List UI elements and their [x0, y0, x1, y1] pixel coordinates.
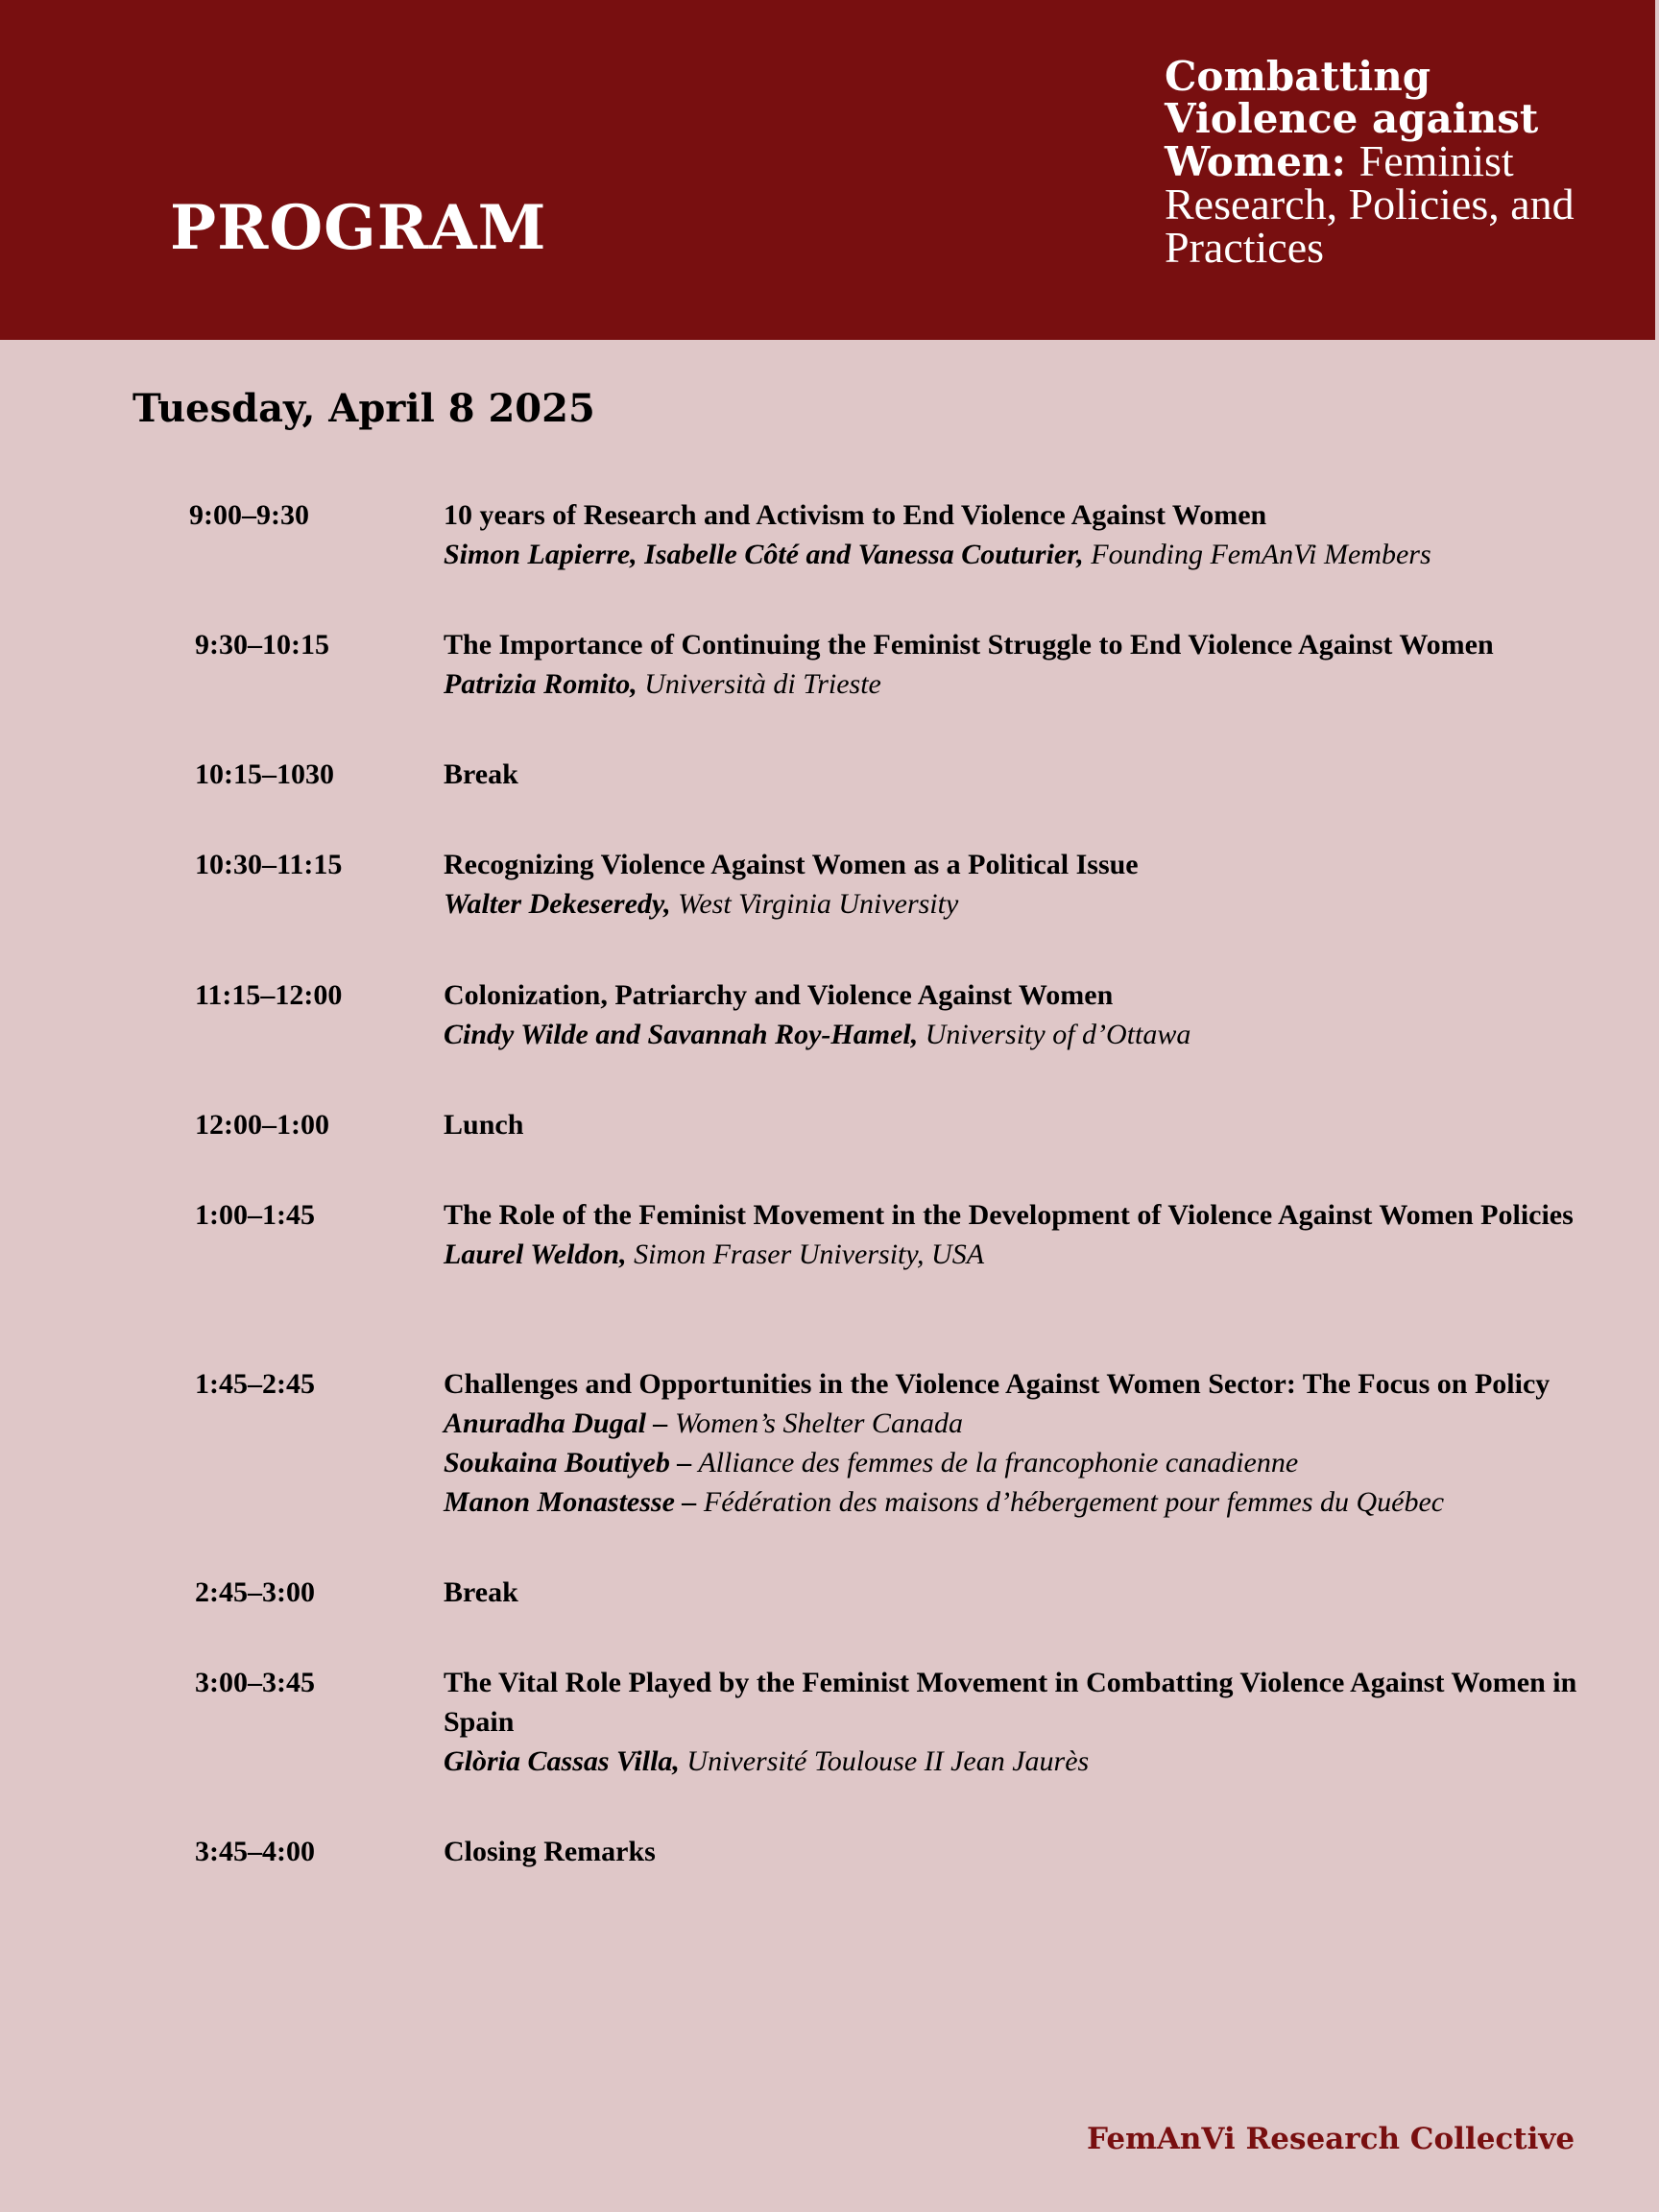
conference-title-bold-1: Combatting [1165, 53, 1431, 100]
session-time: 9:00–9:30 [189, 499, 309, 531]
speaker-line [444, 1742, 1615, 1781]
speaker-line [444, 884, 1615, 924]
header-banner [0, 0, 1655, 340]
speaker-affiliation: Fédération des maisons d’hébergement pour femmes du Québec [696, 1486, 1445, 1518]
speaker-line [444, 1235, 1615, 1274]
speaker-affiliation: Università di Trieste [637, 668, 881, 700]
speaker-line [444, 1404, 1615, 1443]
session-details [444, 1364, 1615, 1522]
session-time: 9:30–10:15 [195, 629, 329, 661]
session-time: 11:15–12:00 [195, 979, 343, 1011]
speaker-name: Glòria Cassas Villa, [444, 1745, 680, 1777]
speaker-affiliation: University of d’Ottawa [918, 1019, 1191, 1050]
speaker-name: Anuradha Dugal – [444, 1407, 668, 1439]
speaker-line [444, 1015, 1615, 1054]
session-details [444, 975, 1615, 1054]
session-details [444, 1832, 1615, 1871]
conference-title-rest-1: Feminist [1358, 136, 1514, 185]
footer-organization: FemAnVi Research Collective [1087, 2122, 1575, 2156]
session-details [444, 1663, 1615, 1781]
session-details [444, 625, 1615, 704]
speaker-affiliation: Women’s Shelter Canada [667, 1407, 963, 1439]
speaker-line [444, 1482, 1615, 1522]
session-details [444, 495, 1615, 574]
session-time: 10:15–1030 [195, 758, 334, 790]
speaker-affiliation: Founding FemAnVi Members [1083, 539, 1431, 570]
session-time: 3:00–3:45 [195, 1667, 315, 1698]
conference-title-bold-2: Violence against [1165, 95, 1539, 142]
session-time: 10:30–11:15 [195, 849, 343, 880]
conference-title-bold-3: Women: [1165, 138, 1346, 185]
speaker-affiliation: Alliance des femmes de la francophonie canadienne [691, 1447, 1299, 1479]
session-title: Break [444, 1576, 518, 1608]
session-title: Recognizing Violence Against Women as a Political Issue [444, 849, 1139, 880]
session-title: Break [444, 758, 518, 790]
session-title: The Importance of Continuing the Feminist Struggle to End Violence Against Women [444, 629, 1494, 661]
speaker-name: Walter Dekeseredy, [444, 888, 671, 920]
session-time: 1:45–2:45 [195, 1368, 315, 1400]
session-details [444, 845, 1615, 924]
speaker-name: Simon Lapierre, Isabelle Côté and Vanessa Couturier, [444, 539, 1084, 570]
speaker-line [444, 535, 1615, 574]
speaker-name: Patrizia Romito, [444, 668, 637, 700]
conference-title [1165, 53, 1645, 272]
session-details [444, 1573, 1615, 1612]
session-title: Challenges and Opportunities in the Violence Against Women Sector: The Focus on Policy [444, 1368, 1551, 1400]
speaker-line [444, 664, 1615, 704]
speaker-name: Manon Monastesse – [444, 1486, 697, 1518]
speaker-name: Cindy Wilde and Savannah Roy-Hamel, [444, 1019, 919, 1050]
speaker-name: Laurel Weldon, [444, 1238, 627, 1270]
day-heading: Tuesday, April 8 2025 [132, 386, 595, 431]
speaker-name: Soukaina Boutiyeb – [444, 1447, 692, 1479]
session-time: 2:45–3:00 [195, 1576, 315, 1608]
program-title: PROGRAM [170, 192, 547, 264]
session-title: The Vital Role Played by the Feminist Movement in Combatting Violence Against Women in Spain [444, 1667, 1577, 1738]
session-time: 1:00–1:45 [195, 1199, 315, 1231]
session-time: 3:45–4:00 [195, 1836, 315, 1867]
session-title: Closing Remarks [444, 1836, 656, 1867]
session-title: The Role of the Feminist Movement in the Development of Violence Against Women Policies [444, 1199, 1574, 1231]
speaker-line [444, 1443, 1615, 1482]
speaker-affiliation: Simon Fraser University, USA [626, 1238, 985, 1270]
conference-title-rest-2: Research, Policies, and [1165, 180, 1575, 228]
session-title: Colonization, Patriarchy and Violence Against Women [444, 979, 1114, 1011]
speaker-affiliation: Université Toulouse II Jean Jaurès [679, 1745, 1090, 1777]
session-title: Lunch [444, 1109, 524, 1141]
session-title: 10 years of Research and Activism to End Violence Against Women [444, 499, 1267, 531]
session-details [444, 1105, 1615, 1144]
session-details [444, 755, 1615, 794]
session-time: 12:00–1:00 [195, 1109, 329, 1141]
session-details [444, 1195, 1615, 1274]
conference-title-rest-3: Practices [1165, 223, 1325, 272]
speaker-affiliation: West Virginia University [670, 888, 959, 920]
